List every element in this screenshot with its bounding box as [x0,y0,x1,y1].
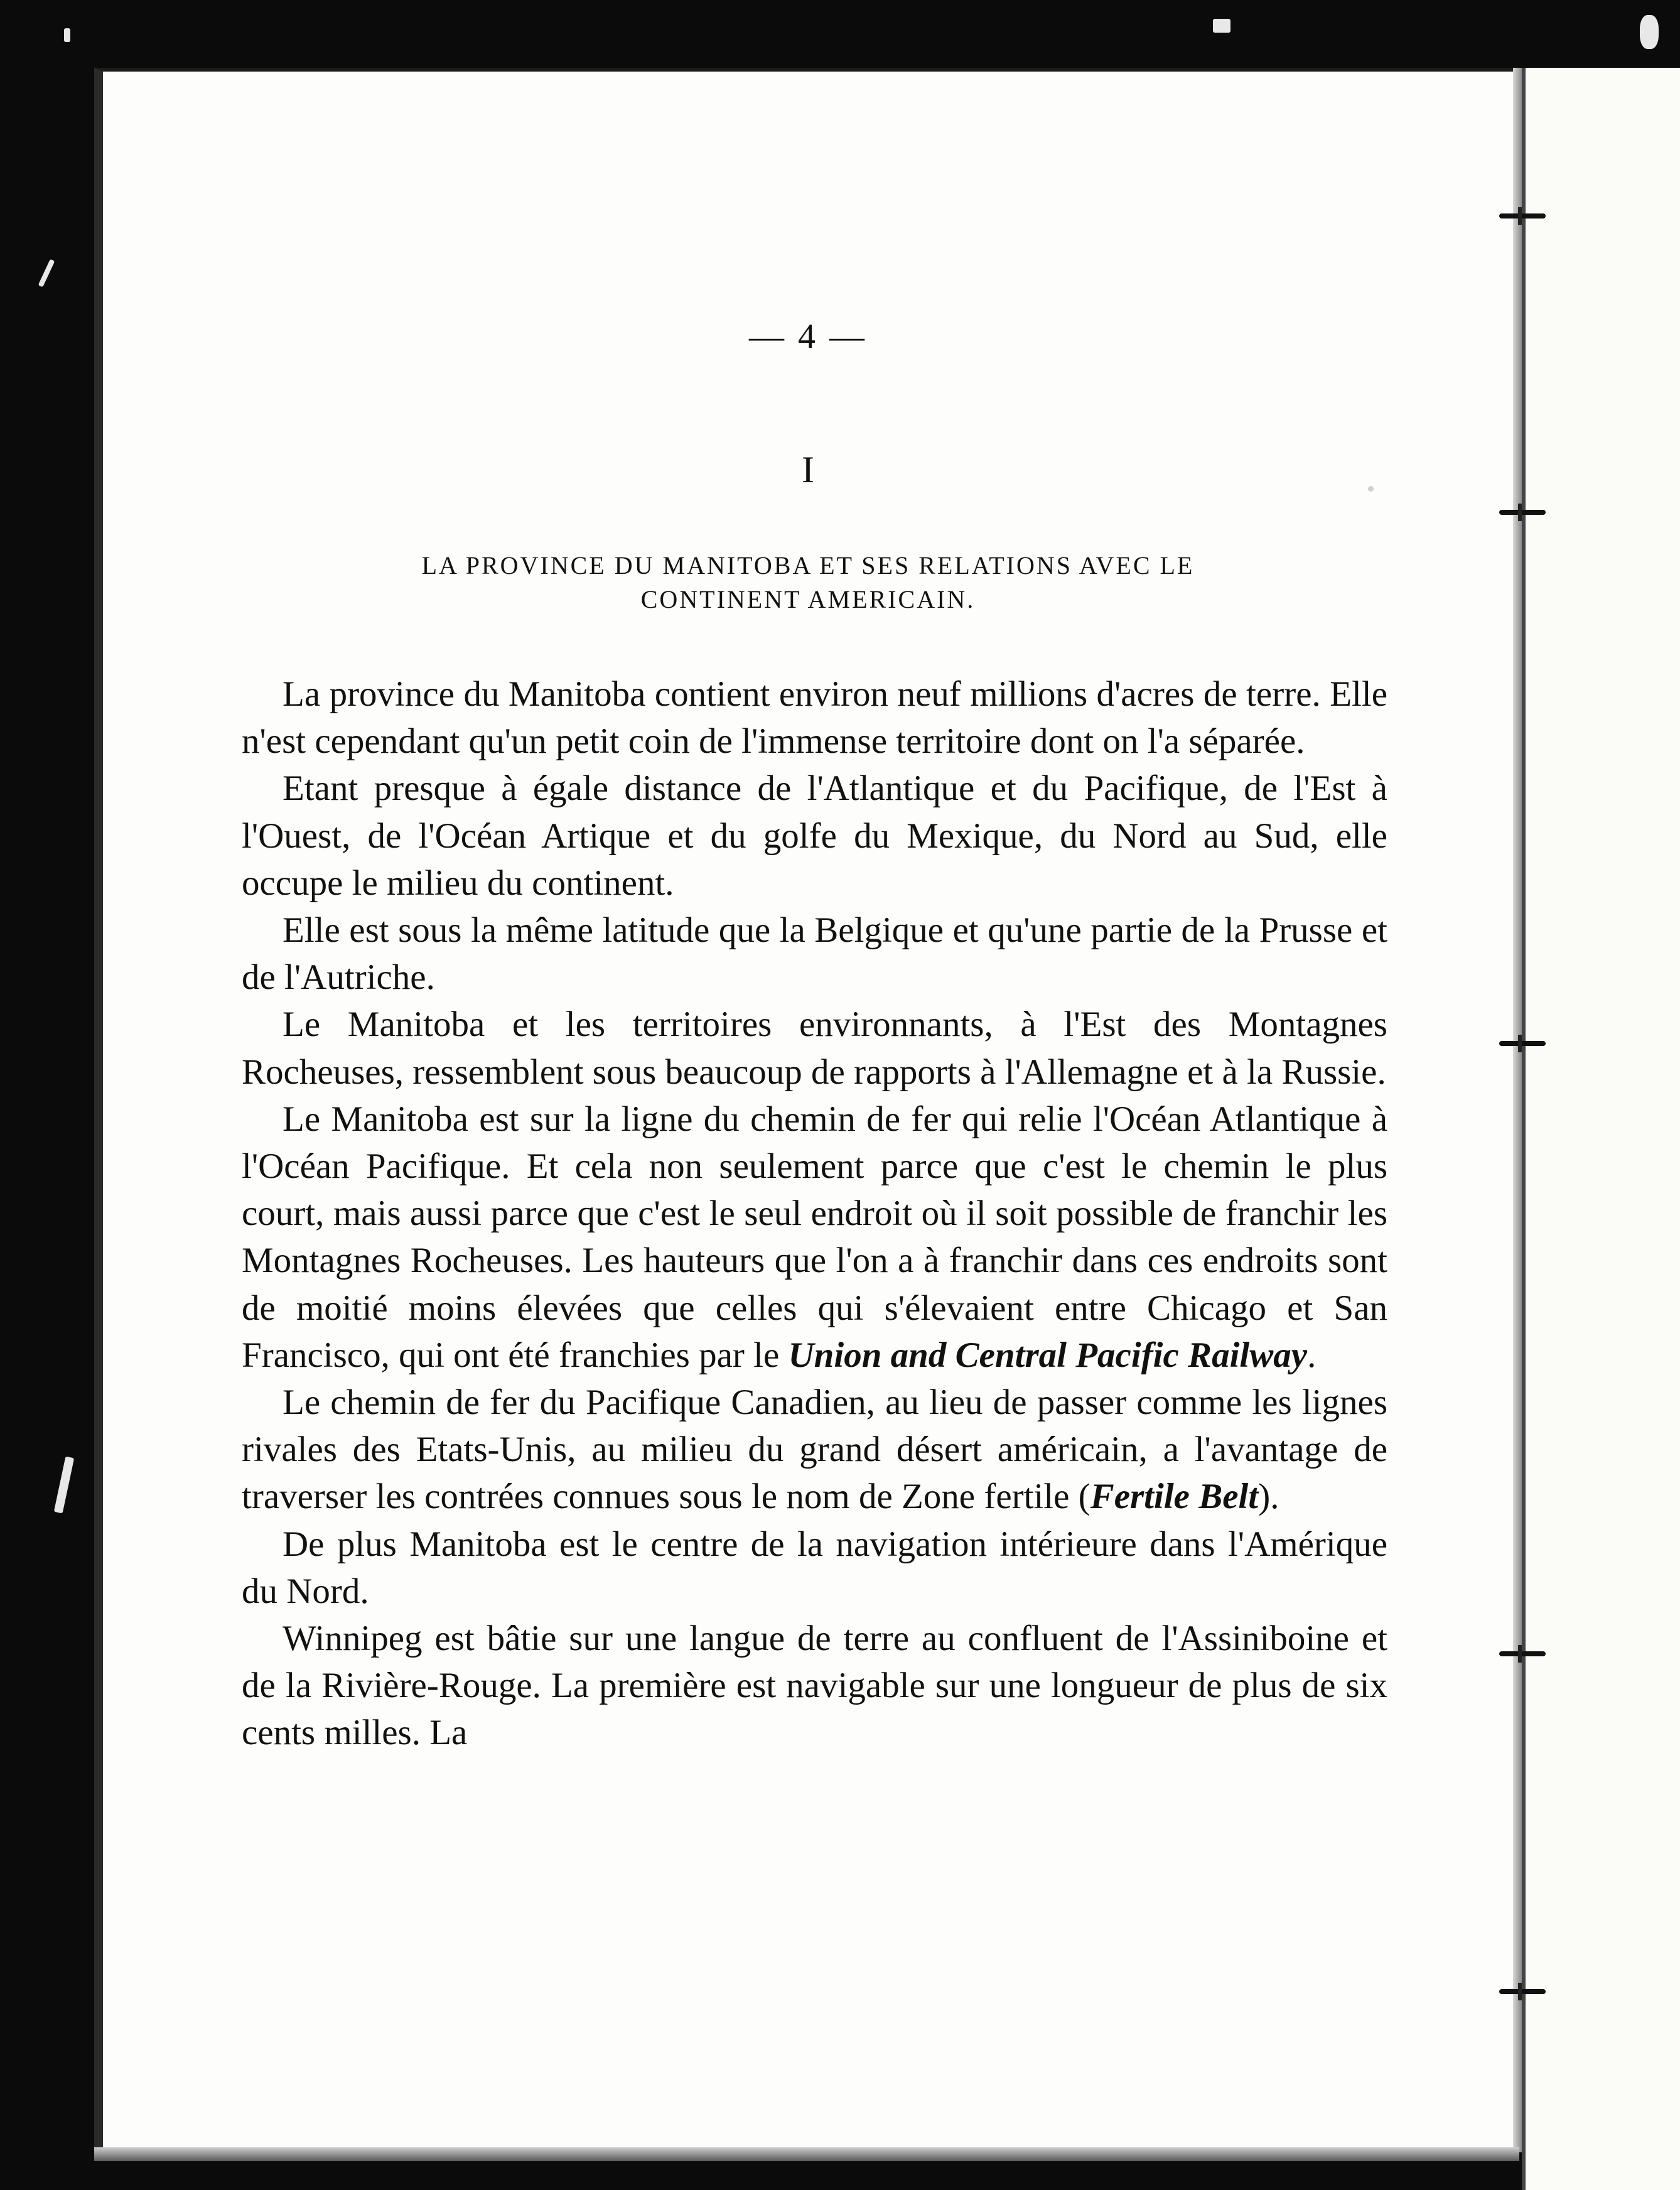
chapter-title-line-2: CONTINENT AMERICAIN. [640,585,976,613]
paragraph: Elle est sous la même latitude que la Belgique et qu'une partie de la Prusse et de l'Autriche. [242,910,1387,998]
scan-speck [64,28,70,42]
paragraph: Le Manitoba et les territoires environnants, à l'Est des Montagnes Rocheuses, ressemblent sous beaucoup de rapports à l'Allemagne et à la Russie. [242,1005,1387,1092]
paragraph-text: Le Manitoba est sur la ligne du chemin de fer qui relie l'Océan Atlantique à l'Océan Pacifique. Et cela non seulement parce que c'est le chemin le plus court, mais aussi parce que c'est le seul endroit où il soit possible de franchir les Montagnes Rocheuses. Les hauteurs que l'on a à franchir dans ces endroits sont de moitié moins élevées que celles qui s'élevaient entre Chicago et San Francisco, qui ont été franchies par le [242,1099,1387,1375]
binding-stitch [1499,1041,1546,1046]
binding-stitch [1499,213,1546,218]
paragraph-text: . [1307,1335,1317,1375]
scan-speck [38,259,55,287]
scan-speck [54,1457,74,1514]
adjacent-page-leaf [1522,68,1680,2190]
paragraph-text: Le chemin de fer du Pacifique Canadien, au lieu de passer comme les lignes rivales des Etats-Unis, au milieu du grand désert américain, a l'avantage de traverser les contrées connues sous le nom de Zone fertile ( [242,1383,1387,1517]
paragraph [242,1379,1387,1521]
paragraph: La province du Manitoba contient environ neuf millions d'acres de terre. Elle n'est cependant qu'un petit coin de l'immense territoire dont on l'a séparée. [242,674,1387,762]
paragraph: Etant presque à égale distance de l'Atlantique et du Pacifique, de l'Est à l'Ouest, de l'Océan Artique et du golfe du Mexique, du Nord au Sud, elle occupe le milieu du continent. [242,769,1387,903]
page-number: — 4 — [749,317,867,356]
emphasis-railway-name: Union and Central Pacific Railway [788,1335,1308,1375]
paragraph: Winnipeg est bâtie sur une langue de terre au confluent de l'Assiniboine et de la Rivière-Rouge. La première est navigable sur une longueur de plus de six cents milles. La [242,1619,1387,1753]
scan-speck [1213,19,1230,33]
ink-spot [1368,486,1374,492]
chapter-title [103,549,1513,617]
paragraph: De plus Manitoba est le centre de la navigation intérieure dans l'Amérique du Nord. [242,1524,1387,1611]
binding-stitch [1499,1989,1546,1994]
binding-stitch [1499,1651,1546,1656]
page-bottom-shadow [94,2147,1519,2161]
emphasis-fertile-belt: Fertile Belt [1090,1477,1259,1517]
chapter-title-line-1: LA PROVINCE DU MANITOBA ET SES RELATIONS AVEC LE [421,551,1195,580]
scan-speck [1640,15,1659,49]
paragraph-text: ). [1258,1477,1279,1517]
body-text [242,671,1387,1757]
paragraph [242,1096,1387,1379]
binding-stitch [1499,510,1546,515]
page-edge [1513,68,1522,2152]
section-number: I [802,449,814,490]
